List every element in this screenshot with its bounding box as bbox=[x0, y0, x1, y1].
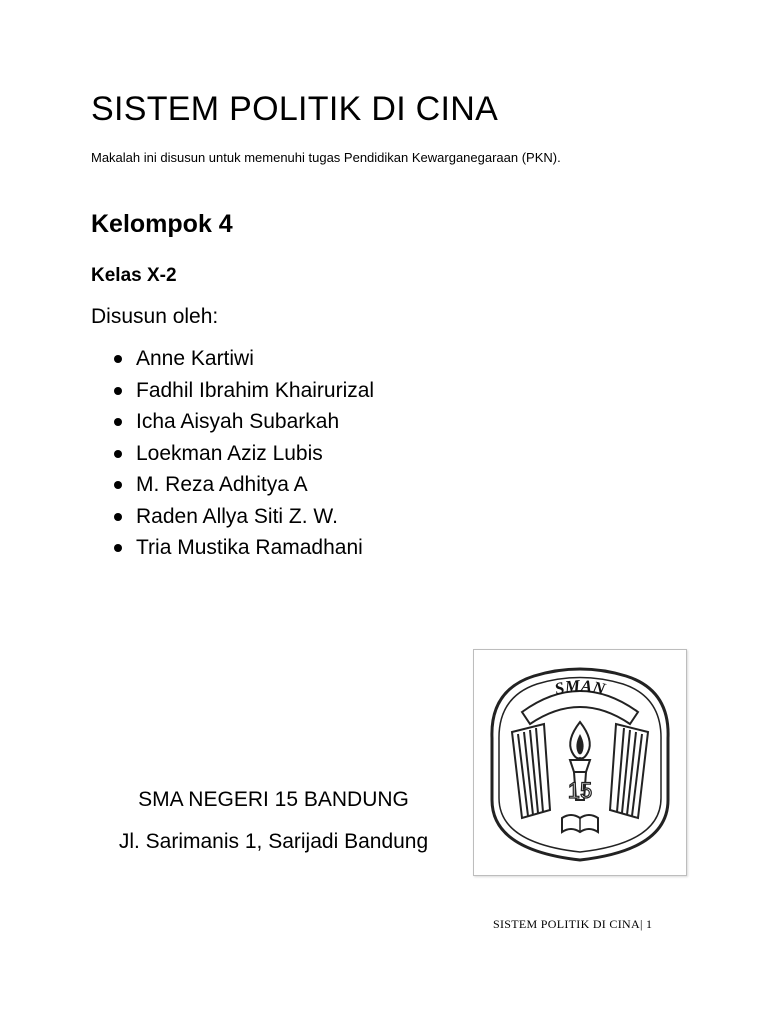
bullet-icon bbox=[114, 355, 122, 363]
footer-separator: | bbox=[639, 917, 643, 931]
page-number: 1 bbox=[645, 917, 653, 931]
school-emblem-icon bbox=[474, 650, 686, 875]
bullet-icon bbox=[114, 387, 122, 395]
member-name: Fadhil Ibrahim Khairurizal bbox=[136, 378, 375, 402]
bullet-icon bbox=[114, 481, 122, 489]
school-logo bbox=[473, 649, 687, 876]
class-heading: Kelas X-2 bbox=[91, 265, 177, 286]
bullet-icon bbox=[114, 450, 122, 458]
list-item bbox=[111, 375, 374, 407]
list-item bbox=[111, 438, 374, 470]
footer-running-title: SISTEM POLITIK DI CINA bbox=[493, 917, 640, 931]
list-item bbox=[111, 469, 374, 501]
member-name: Anne Kartiwi bbox=[136, 347, 254, 370]
document-subtitle: Makalah ini disusun untuk memenuhi tugas Pendidikan Kewarganegaraan (PKN). bbox=[91, 150, 561, 165]
bullet-icon bbox=[114, 544, 122, 552]
member-name: M. Reza Adhitya A bbox=[136, 473, 308, 496]
member-list bbox=[111, 343, 374, 564]
bullet-icon bbox=[114, 418, 122, 426]
group-heading: Kelompok 4 bbox=[91, 210, 233, 238]
member-name: Tria Mustika Ramadhani bbox=[136, 536, 363, 559]
page-title: SISTEM POLITIK DI CINA bbox=[91, 90, 499, 128]
bullet-icon bbox=[114, 513, 122, 521]
logo-text: SMAN bbox=[552, 676, 608, 699]
member-name: Loekman Aziz Lubis bbox=[136, 441, 323, 465]
list-item bbox=[111, 532, 374, 564]
member-name: Icha Aisyah Subarkah bbox=[136, 410, 340, 433]
school-name: SMA NEGERI 15 BANDUNG bbox=[138, 788, 409, 811]
page-footer bbox=[493, 917, 652, 932]
authored-by-label: Disusun oleh: bbox=[91, 305, 219, 328]
school-address: Jl. Sarimanis 1, Sarijadi Bandung bbox=[118, 830, 429, 853]
member-name: Raden Allya Siti Z. W. bbox=[136, 504, 338, 528]
logo-number: 15 bbox=[567, 778, 593, 803]
list-item bbox=[111, 406, 374, 438]
list-item bbox=[111, 343, 374, 375]
list-item bbox=[111, 501, 374, 533]
